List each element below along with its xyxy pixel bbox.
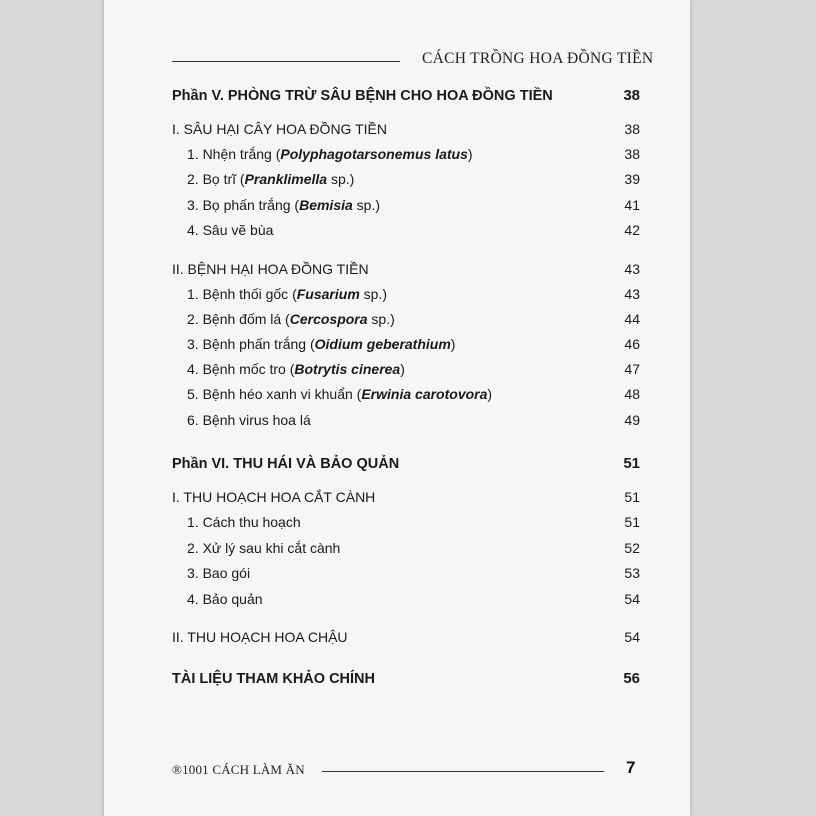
toc-item: [187, 286, 640, 302]
toc-item: [187, 591, 640, 607]
toc-title: Phần VI. THU HÁI VÀ BẢO QUẢN: [172, 456, 400, 472]
scientific-name: Botrytis cinerea: [294, 361, 401, 377]
toc-item: [187, 361, 640, 377]
toc-title: 2. Xử lý sau khi cắt cành: [187, 540, 341, 556]
toc-item: [187, 386, 640, 402]
toc-title: 4. Sâu vẽ bùa: [187, 222, 274, 238]
toc-page-number: 51: [624, 514, 640, 530]
toc-page-number: 38: [624, 146, 640, 162]
toc-title: 1. Cách thu hoạch: [187, 514, 301, 530]
toc-title: 1. Nhện trắng (Polyphagotarsonemus latus): [187, 146, 473, 162]
toc-title: 3. Bệnh phấn trắng (Oidium geberathium): [187, 336, 456, 352]
toc-title: Phần V. PHÒNG TRỪ SÂU BỆNH CHO HOA ĐỒNG TIỀN: [172, 88, 553, 104]
toc-item: [187, 171, 640, 187]
scientific-name: Cercospora: [289, 311, 368, 327]
toc-part-vi: [172, 455, 640, 472]
toc-title: 6. Bệnh virus hoa lá: [187, 412, 311, 428]
header-rule: [172, 61, 400, 62]
toc-title: II. THU HOẠCH HOA CHẬU: [172, 629, 348, 645]
toc-title: 4. Bảo quản: [187, 591, 263, 607]
footer-page-number: 7: [626, 758, 636, 777]
toc-item: [187, 565, 640, 581]
toc-page-number: 54: [624, 629, 640, 645]
scientific-name: Pranklimella: [244, 171, 328, 187]
toc-page-number: 54: [624, 591, 640, 607]
toc-title: 4. Bệnh mốc tro (Botrytis cinerea): [187, 361, 405, 377]
toc-title: 1. Bệnh thối gốc (Fusarium sp.): [187, 286, 387, 302]
toc-section-hoa-chau: [172, 629, 640, 645]
toc-item: [187, 146, 640, 162]
toc-title: I. SÂU HẠI CÂY HOA ĐỒNG TIỀN: [172, 121, 387, 137]
scientific-name: Bemisia: [299, 197, 353, 213]
toc-page-number: 46: [624, 336, 640, 352]
toc-part-v: [172, 87, 640, 104]
scientific-name: Polyphagotarsonemus latus: [280, 146, 468, 162]
toc-page-number: 39: [624, 171, 640, 187]
toc-page-number: 42: [624, 222, 640, 238]
toc-title: 3. Bao gói: [187, 565, 251, 581]
toc-page-number: 51: [623, 455, 640, 472]
toc-title: TÀI LIỆU THAM KHẢO CHÍNH: [172, 671, 375, 687]
toc-item: [187, 311, 640, 327]
toc-page-number: 47: [624, 361, 640, 377]
toc-item: [187, 540, 640, 556]
toc-page-number: 43: [624, 261, 640, 277]
toc-title: 2. Bọ trĩ (Pranklimella sp.): [187, 171, 355, 187]
toc-item: [187, 336, 640, 352]
toc-page-number: 49: [624, 412, 640, 428]
toc-page-number: 38: [623, 87, 640, 104]
scientific-name: Oidium geberathium: [314, 336, 451, 352]
running-header-title: CÁCH TRỒNG HOA ĐỒNG TIỀN: [422, 50, 654, 67]
toc-title: II. BỆNH HẠI HOA ĐỒNG TIỀN: [172, 261, 369, 277]
book-page: [104, 0, 690, 816]
footer-rule: [322, 771, 604, 772]
toc-title: 3. Bọ phấn trắng (Bemisia sp.): [187, 197, 381, 213]
toc-item: [187, 222, 640, 238]
scientific-name: Fusarium: [296, 286, 360, 302]
toc-page-number: 43: [624, 286, 640, 302]
toc-page-number: 51: [624, 489, 640, 505]
toc-title: 5. Bệnh héo xanh vi khuẩn (Erwinia carotovora): [187, 386, 493, 402]
toc-item: [187, 197, 640, 213]
scientific-name: Erwinia carotovora: [361, 386, 488, 402]
toc-section-thu-hoach-cat-canh: [172, 489, 640, 505]
toc-page-number: 52: [624, 540, 640, 556]
toc-title: I. THU HOẠCH HOA CẮT CÀNH: [172, 489, 376, 505]
toc-section-sau-hai: [172, 121, 640, 137]
toc-references: [172, 670, 640, 687]
toc-page-number: 56: [623, 670, 640, 687]
toc-page-number: 48: [624, 386, 640, 402]
toc-page-number: 53: [624, 565, 640, 581]
toc-page-number: 38: [624, 121, 640, 137]
toc-item: [187, 514, 640, 530]
footer-series-title: ®1001 CÁCH LÀM ĂN: [172, 762, 305, 777]
toc-section-benh-hai: [172, 261, 640, 277]
toc-item: [187, 412, 640, 428]
toc-title: 2. Bệnh đốm lá (Cercospora sp.): [187, 311, 395, 327]
toc-page-number: 44: [624, 311, 640, 327]
toc-page-number: 41: [624, 197, 640, 213]
